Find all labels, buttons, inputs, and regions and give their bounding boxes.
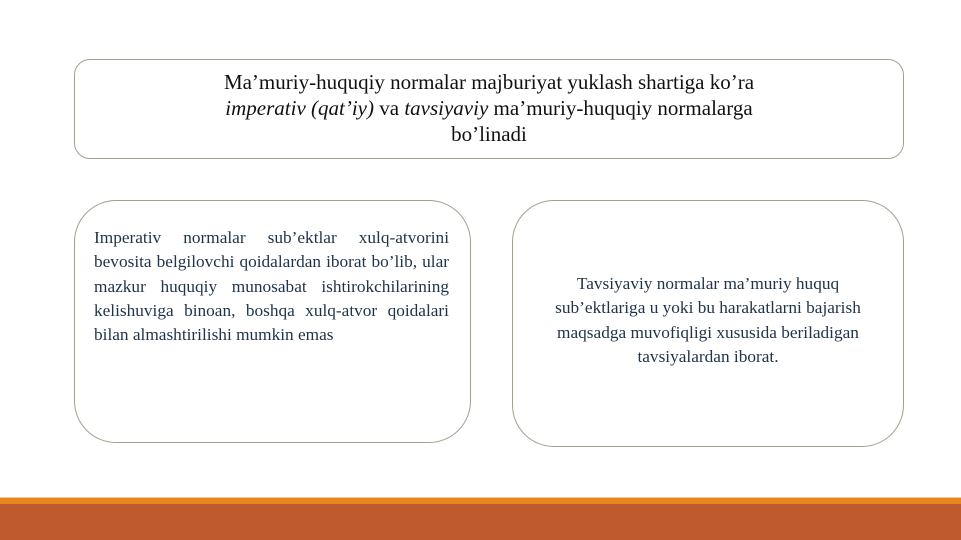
- header-line-1: Ma’muriy-huquqiy normalar majburiyat yuklash shartiga ko’ra: [223, 70, 755, 94]
- header-term-imperativ: imperativ (qat’iy): [225, 96, 374, 120]
- header-text: [194, 69, 784, 147]
- header-box: [74, 59, 904, 159]
- recommendatory-norms-box: [512, 200, 904, 447]
- imperative-norms-box: [74, 200, 471, 443]
- recommendatory-norms-text: Tavsiyaviy normalar ma’muriy huquq sub’ektlariga u yoki bu harakatlarni bajarish maqsadga muvofiqligi xususida beriladigan tavsiyalardan iborat.: [555, 273, 861, 366]
- header-term-tavsiyaviy: tavsiyaviy: [404, 96, 489, 120]
- header-line-2-rest: ma’muriy-huquqiy normalarga: [488, 96, 753, 120]
- header-line-3: bo’linadi: [451, 122, 527, 146]
- footer-rust-band: [0, 504, 961, 540]
- header-connector: va: [374, 96, 405, 120]
- imperative-norms-text: Imperativ normalar sub’ektlar xulq-atvorini bevosita belgilovchi qoidalardan iborat bo’lib, ular mazkur huquqiy munosabat ishtirokchilarining kelishuviga binoan, boshqa xulq-atvor qoidalari bilan almashtirilishi mumkin emas: [94, 228, 449, 345]
